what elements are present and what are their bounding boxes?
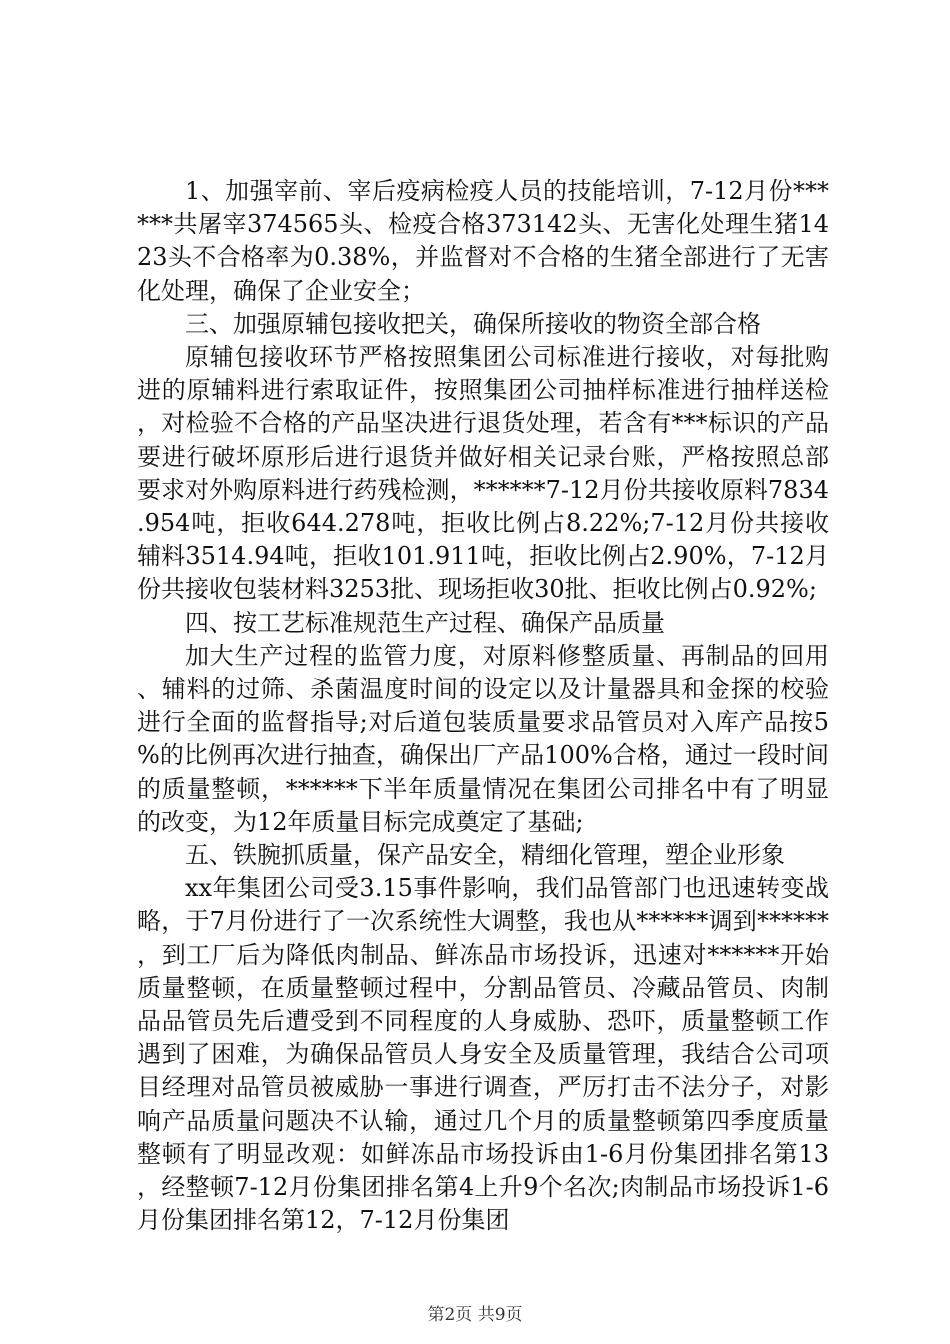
section-heading-5: 五、铁腕抓质量，保产品安全，精细化管理，塑企业形象 [185,841,785,870]
page-footer [0,1300,950,1325]
section-heading-4: 四、按工艺标准规范生产过程、确保产品质量 [185,608,665,637]
paragraph-quality-rectification: xx年集团公司受3.15事件影响，我们品管部门也迅速转变战略，于7月份进行了一次系统性大调整，我也从******调到******，到工厂后为降低肉制品、鲜冻品市场投诉，迅速对******开始质量整顿，在质量整顿过程中，分割品管员、冷藏品管员、肉制品品管员先后遭受到不同程度的人身威胁、恐吓，质量整顿工作遇到了困难，为确保品管员人身安全及质量管理，我结合公司项目经理对品管员被威胁一事进行调查，严厉打击不法分子，对影响产品质量问题决不认输，通过几个月的质量整顿第四季度质量整顿有了明显改观：如鲜冻品市场投诉由1-6月份集团排名第13，经整顿7-12月份集团排名第4上升9个名次;肉制品市场投诉1-6月份集团排名第12，7-12月份集团 [137,874,829,1235]
page-number: 第2页 共9页 [427,1305,523,1325]
paragraph-material-receiving: 原辅包接收环节严格按照集团公司标准进行接收，对每批购进的原辅料进行索取证件，按照集团公司抽样标准进行抽样送检，对检验不合格的产品坚决进行退货处理，若含有***标识的产品要进行破坏原形后进行退货并做好相关记录台账，严格按照总部要求对外购原料进行药残检测，******7-12月份共接收原料7834.954吨，拒收644.278吨，拒收比例占8.22%;7-12月份共接收辅料3514.94吨，拒收101.911吨，拒收比例占2.90%，7-12月份共接收包装材料3253批、现场拒收30批、拒收比例占0.92%; [137,343,829,604]
document-body [137,175,829,1238]
paragraph-production-process: 加大生产过程的监管力度，对原料修整质量、再制品的回用、辅料的过筛、杀菌温度时间的设定以及计量器具和金探的校验进行全面的监督指导;对后道包装质量要求品管员对入库产品按5%的比例再次进行抽查，确保出厂产品100%合格，通过一段时间的质量整顿，******下半年质量情况在集团公司排名中有了明显的改变，为12年质量目标完成奠定了基础; [137,641,829,836]
paragraph-slaughter-inspection: 1、加强宰前、宰后疫病检疫人员的技能培训，7-12月份******共屠宰374565头、检疫合格373142头、无害化处理生猪1423头不合格率为0.38%，并监督对不合格的生猪全部进行了无害化处理，确保了企业安全； [137,177,829,305]
section-heading-3: 三、加强原辅包接收把关，确保所接收的物资全部合格 [185,309,761,338]
